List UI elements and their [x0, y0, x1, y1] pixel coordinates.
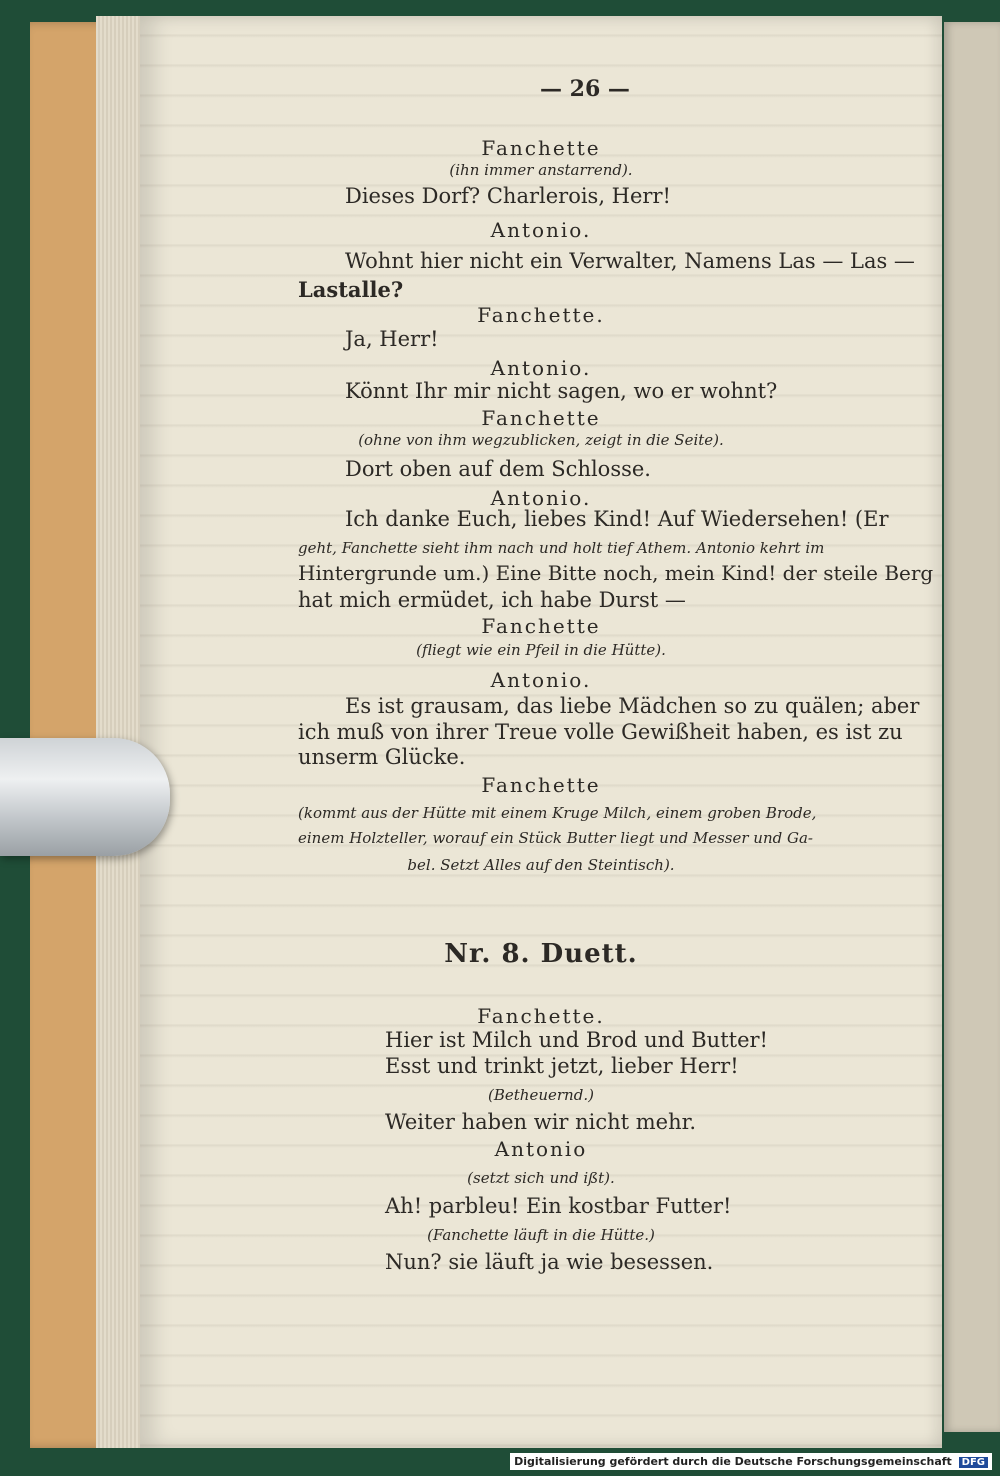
speaker-heading: Fanchette.	[477, 1004, 605, 1028]
speaker-heading: Fanchette	[481, 614, 601, 638]
speaker-heading: Fanchette.	[477, 303, 605, 327]
stage-direction: (Betheuernd.)	[488, 1086, 594, 1104]
funding-text: Digitalisierung gefördert durch die Deutsche Forschungsgemeinschaft	[514, 1455, 952, 1468]
stage-direction: (ihn immer anstarrend).	[449, 161, 633, 179]
book-cover-right	[944, 22, 1000, 1432]
verse-line: Ah! parbleu! Ein kostbar Futter!	[385, 1194, 732, 1218]
section-heading: Nr. 8. Duett.	[444, 939, 638, 969]
stage-direction: bel. Setzt Alles auf den Steintisch).	[407, 856, 675, 874]
page-stack-edges	[96, 16, 144, 1448]
text-line: Es ist grausam, das liebe Mädchen so zu quälen; aber	[345, 694, 920, 718]
text-line: einem Holzteller, worauf ein Stück Butter liegt und Messer und Ga-	[298, 829, 813, 847]
text-line: unserm Glücke.	[298, 745, 466, 769]
speaker-heading: Antonio.	[490, 486, 592, 510]
text-line: ich muß von ihrer Treue volle Gewißheit haben, es ist zu	[298, 720, 903, 744]
page-holder-clip	[0, 738, 170, 856]
speaker-heading: Fanchette	[481, 136, 601, 160]
text-line: (kommt aus der Hütte mit einem Kruge Milch, einem groben Brode,	[298, 804, 817, 822]
text-line: Ich danke Euch, liebes Kind! Auf Wiedersehen! (Er	[345, 507, 889, 531]
book-page	[140, 16, 942, 1448]
stage-direction: (ohne von ihm wegzublicken, zeigt in die Seite).	[358, 431, 724, 449]
verse-line: Nun? sie läuft ja wie besessen.	[385, 1250, 714, 1274]
text-line: Könnt Ihr mir nicht sagen, wo er wohnt?	[345, 379, 778, 403]
speaker-heading: Antonio	[494, 1137, 588, 1161]
page-number: — 26 —	[540, 76, 630, 102]
text-line: Dieses Dorf? Charlerois, Herr!	[345, 184, 671, 208]
text-line: Wohnt hier nicht ein Verwalter, Namens Las — Las —	[345, 249, 915, 273]
verse-line: Esst und trinkt jetzt, lieber Herr!	[385, 1054, 739, 1078]
text-line: Hintergrunde um.) Eine Bitte noch, mein Kind! der steile Berg	[298, 561, 934, 585]
verse-line: Weiter haben wir nicht mehr.	[385, 1110, 697, 1134]
speaker-heading: Fanchette	[481, 406, 601, 430]
speaker-heading: Antonio.	[490, 668, 592, 692]
text-line: Lastalle?	[298, 277, 404, 302]
text-line: hat mich ermüdet, ich habe Durst —	[298, 588, 686, 612]
speaker-heading: Fanchette	[481, 773, 601, 797]
text-line: Ja, Herr!	[345, 327, 439, 351]
funding-notice	[510, 1453, 992, 1470]
verse-line: Hier ist Milch und Brod und Butter!	[385, 1028, 768, 1052]
text-line: Dort oben auf dem Schlosse.	[345, 457, 651, 481]
speaker-heading: Antonio.	[490, 218, 592, 242]
text-line: geht, Fanchette sieht ihm nach und holt tief Athem. Antonio kehrt im	[298, 539, 825, 557]
speaker-heading: Antonio.	[490, 356, 592, 380]
dfg-logo: DFG	[959, 1457, 988, 1468]
stage-direction: (fliegt wie ein Pfeil in die Hütte).	[416, 641, 666, 659]
stage-direction: (Fanchette läuft in die Hütte.)	[427, 1226, 655, 1244]
stage-direction: (setzt sich und ißt).	[467, 1169, 615, 1187]
page-content	[140, 16, 942, 1448]
